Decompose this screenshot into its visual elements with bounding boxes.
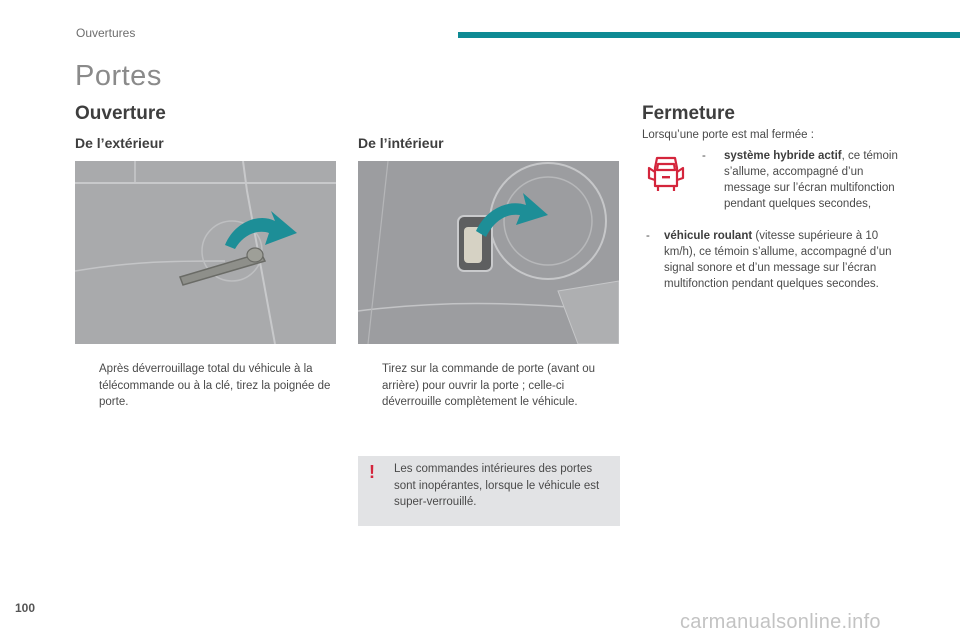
interior-heading: De l’intérieur	[358, 135, 444, 151]
ouverture-heading: Ouverture	[75, 103, 166, 124]
fermeture-item-driving	[642, 228, 905, 292]
page-number: 100	[15, 601, 36, 615]
item-description: , ce témoin s’allume, accompagné d’un message sur l’écran multifonction pendant quelques secondes,	[724, 150, 898, 210]
exterior-heading: De l’extérieur	[75, 135, 164, 151]
warning-note-text: Les commandes intérieures des portes sont inopérantes, lorsque le véhicule est super-verrouillé.	[394, 463, 600, 508]
fermeture-heading: Fermeture	[642, 103, 735, 124]
item-bold-label: véhicule roulant	[664, 230, 753, 242]
exterior-door-handle-image	[75, 161, 336, 344]
interior-instruction-text: Tirez sur la commande de porte (avant ou arrière) pour ouvrir la porte ; celle-ci déverrouille complètement le véhicule.	[382, 363, 596, 408]
page-title: Portes	[75, 60, 162, 92]
door-open-warning-icon	[646, 152, 686, 194]
item-dash: -	[646, 230, 650, 242]
exclamation-icon: !	[369, 462, 375, 482]
interior-instruction	[358, 361, 608, 413]
item-description: (vitesse supérieure à 10 km/h), ce témoin s’allume, accompagné d’un signal sonore et d’un message sur l’écran multifonction pendant quelques secondes.	[664, 230, 892, 290]
item-bold-label: système hybride actif	[724, 150, 842, 162]
fermeture-intro: Lorsqu’une porte est mal fermée :	[642, 129, 814, 141]
header-accent-bar	[458, 32, 960, 38]
fermeture-item-hybrid	[698, 148, 903, 212]
item-dash: -	[702, 150, 706, 162]
exterior-instruction-text: Après déverrouillage total du véhicule à la télécommande ou à la clé, tirez la poignée de porte.	[99, 363, 331, 408]
warning-note	[358, 456, 620, 526]
section-label: Ouvertures	[76, 26, 136, 40]
watermark: carmanualsonline.info	[680, 611, 881, 633]
interior-door-handle-image	[358, 161, 619, 344]
exterior-instruction	[75, 361, 337, 413]
